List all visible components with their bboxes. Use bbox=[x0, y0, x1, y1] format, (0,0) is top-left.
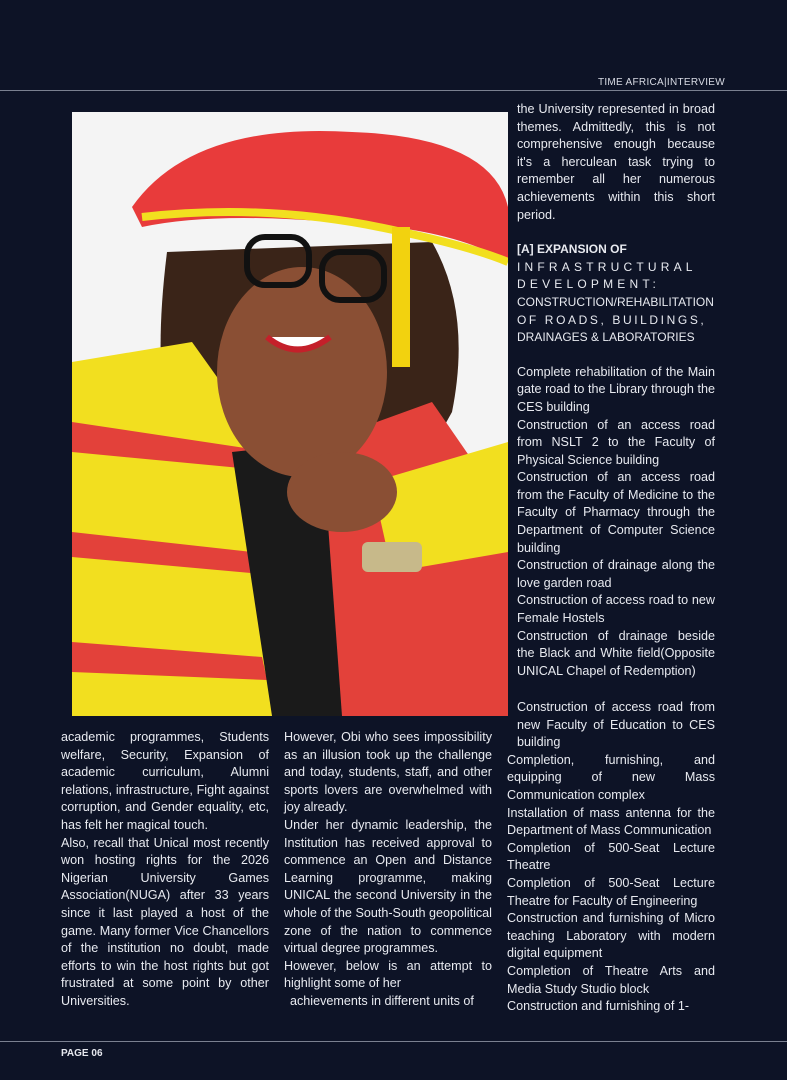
body-paragraph: Also, recall that Unical most recently won hosting rights for the 2026 Nigerian University Games Association(NUGA) after 33 years since it last played a host of the game. Many former Vice Chancellors of the institution no doubt, made efforts to win the host rights but got frustrated at some point by other Universities. bbox=[61, 835, 269, 1008]
body-paragraph: Under her dynamic leadership, the Institution has received approval to commence an Open and Distance Learning programme, making UNICAL the second University in the whole of the South-South geopolitical zone of the nation to commence virtual degree programmes. bbox=[284, 817, 492, 956]
right-column-intro bbox=[517, 101, 715, 680]
left-column bbox=[61, 729, 269, 1011]
list-item: Completion of 500-Seat Lecture Theatre for Faculty of Engineering bbox=[507, 875, 715, 908]
list-item: Completion, furnishing, and equipping of new Mass Communication complex bbox=[507, 752, 715, 802]
intro-paragraph: the University represented in broad themes. Admittedly, this is not comprehensive enough because it's a herculean task trying to remember all her numerous achievements within this short period. bbox=[517, 102, 715, 222]
body-paragraph: academic programmes, Students welfare, Security, Expansion of academic curriculum, Alumni relations, infrastructure, Fight against corruption, and Gender equality, etc, has felt her magical touch. bbox=[61, 730, 269, 832]
section-heading-a-line5: OF ROADS, BUILDINGS, bbox=[517, 312, 707, 327]
portrait-illustration bbox=[72, 112, 508, 716]
spacer bbox=[517, 347, 715, 364]
section-heading-a-line6: DRAINAGES & LABORATORIES bbox=[517, 330, 695, 345]
right-column-list bbox=[507, 699, 715, 1016]
spacer bbox=[517, 224, 715, 241]
list-item: Construction of access road from new Faculty of Education to CES building bbox=[517, 700, 715, 750]
list-item: Construction and furnishing of Micro teaching Laboratory with modern digital equipment bbox=[507, 911, 715, 961]
body-paragraph: However, below is an attempt to highlight some of her bbox=[284, 958, 492, 991]
section-heading-a-line2: INFRASTRUCTURAL bbox=[517, 259, 697, 274]
footer-divider bbox=[0, 1041, 787, 1042]
section-heading-a-line4: CONSTRUCTION/REHABILITATION bbox=[517, 294, 714, 309]
list-item: Construction of access road to new Female Hostels bbox=[517, 593, 715, 626]
list-item: Construction of drainage beside the Black and White field(Opposite UNICAL Chapel of Redemption) bbox=[517, 628, 715, 678]
section-header-label: TIME AFRICA|INTERVIEW bbox=[597, 77, 725, 88]
list-item: Construction and furnishing of 1- bbox=[507, 999, 690, 1014]
list-item: Installation of mass antenna for the Department of Mass Communication bbox=[507, 805, 715, 838]
section-heading-a-line3: DEVELOPMENT: bbox=[517, 277, 661, 292]
page-number: PAGE 06 bbox=[61, 1048, 103, 1059]
body-paragraph: However, Obi who sees impossibility as an illusion took up the challenge and today, students, staff, and other sports lovers are overwhelmed with joy already. bbox=[284, 730, 492, 815]
body-paragraph: achievements in different units of bbox=[290, 993, 474, 1008]
list-item: Construction of an access road from the Faculty of Medicine to the Faculty of Pharmacy through the Department of Computer Science building bbox=[517, 470, 715, 555]
portrait-photo bbox=[72, 112, 508, 716]
list-item: Completion of Theatre Arts and Media Study Studio block bbox=[507, 963, 715, 996]
header-divider bbox=[0, 90, 787, 91]
section-heading-a: [A] EXPANSION OF bbox=[517, 242, 627, 257]
middle-column bbox=[284, 729, 492, 1011]
list-item: Complete rehabilitation of the Main gate road to the Library through the CES building bbox=[517, 364, 715, 414]
list-item: Construction of an access road from NSLT 2 to the Faculty of Physical Science building bbox=[517, 417, 715, 467]
list-item: Construction of drainage along the love garden road bbox=[517, 558, 715, 590]
list-item: Completion of 500-Seat Lecture Theatre bbox=[507, 840, 715, 873]
